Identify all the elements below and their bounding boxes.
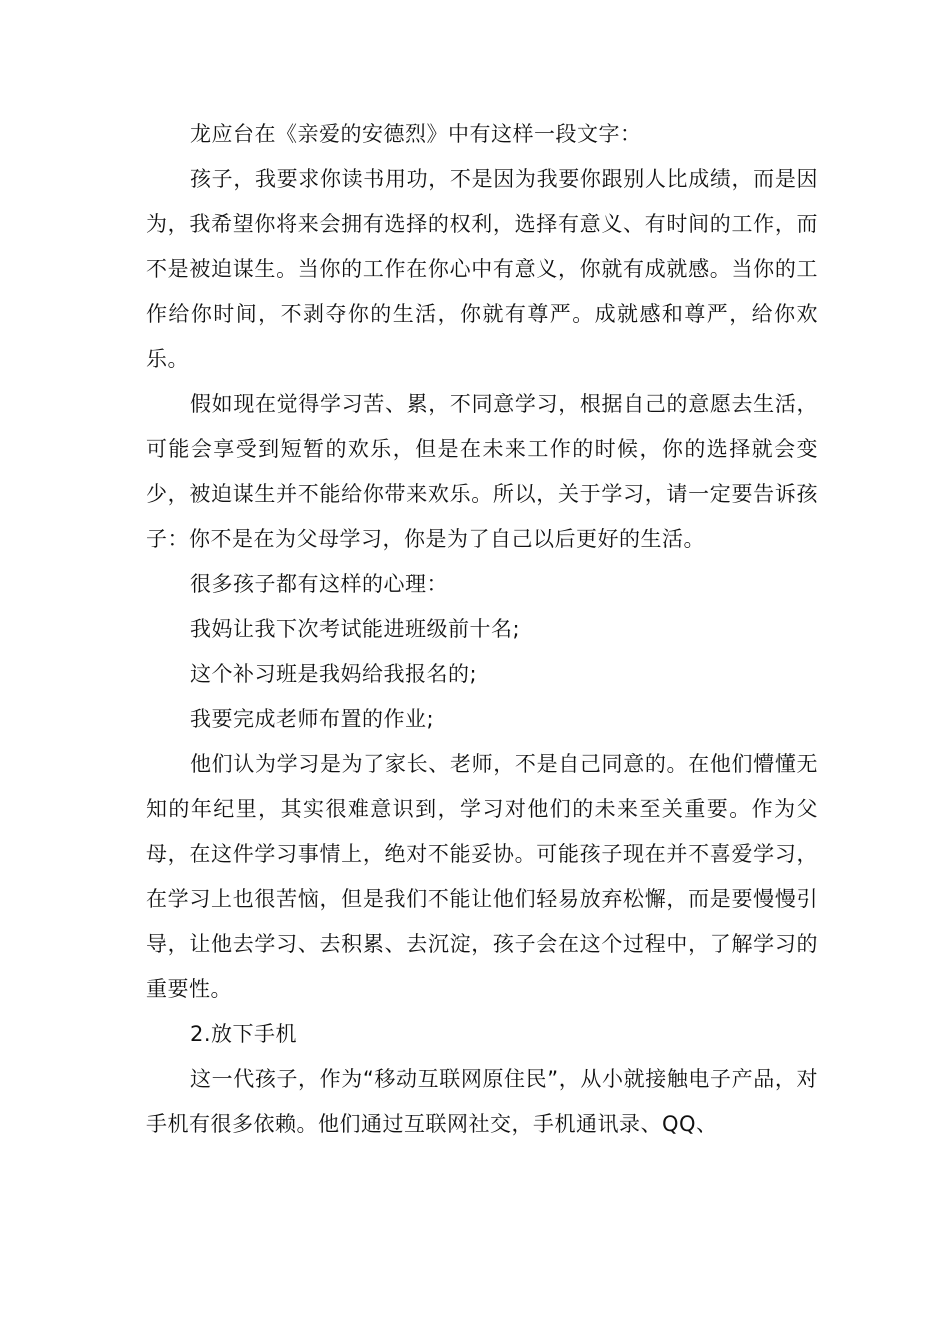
section-heading-put-down-phone: 2.放下手机 <box>190 1022 298 1046</box>
list-item-mindset-2: 这个补习班是我妈给我报名的; <box>190 662 478 686</box>
paragraph-phone-dependence: 这一代孩子，作为“移动互联网原住民”，从小就接触电子产品，对手机有很多依赖。他们通过互联网社交，手机通讯录、QQ、 <box>146 1067 818 1136</box>
paragraph-parent-guidance: 他们认为学习是为了家长、老师，不是自己同意的。在他们懵懂无知的年纪里，其实很难意识到，学习对他们的未来至关重要。作为父母，在这件学习事情上，绝对不能妥协。可能孩子现在并不喜爱学习，在学习上也很苦恼，但是我们不能让他们轻易放弃松懈，而是要慢慢引导，让他去学习、去积累、去沉淀，孩子会在这个过程中，了解学习的重要性。 <box>146 752 818 1001</box>
document-body <box>146 112 818 1147</box>
paragraph-children-mindset: 很多孩子都有这样的心理： <box>190 572 448 596</box>
list-item-mindset-1: 我妈让我下次考试能进班级前十名; <box>190 617 521 641</box>
paragraph-quote: 孩子，我要求你读书用功，不是因为我要你跟别人比成绩，而是因为，我希望你将来会拥有选择的权利，选择有意义、有时间的工作，而不是被迫谋生。当你的工作在你心中有意义，你就有成就感。当你的工作给你时间，不剥夺你的生活，你就有尊严。成就感和尊严，给你欢乐。 <box>146 167 818 371</box>
paragraph-study-reason: 假如现在觉得学习苦、累，不同意学习，根据自己的意愿去生活，可能会享受到短暂的欢乐，但是在未来工作的时候，你的选择就会变少，被迫谋生并不能给你带来欢乐。所以，关于学习，请一定要告诉孩子：你不是在为父母学习，你是为了自己以后更好的生活。 <box>146 392 818 551</box>
list-item-mindset-3: 我要完成老师布置的作业; <box>190 707 435 731</box>
paragraph-quote-intro: 龙应台在《亲爱的安德烈》中有这样一段文字： <box>190 122 642 146</box>
